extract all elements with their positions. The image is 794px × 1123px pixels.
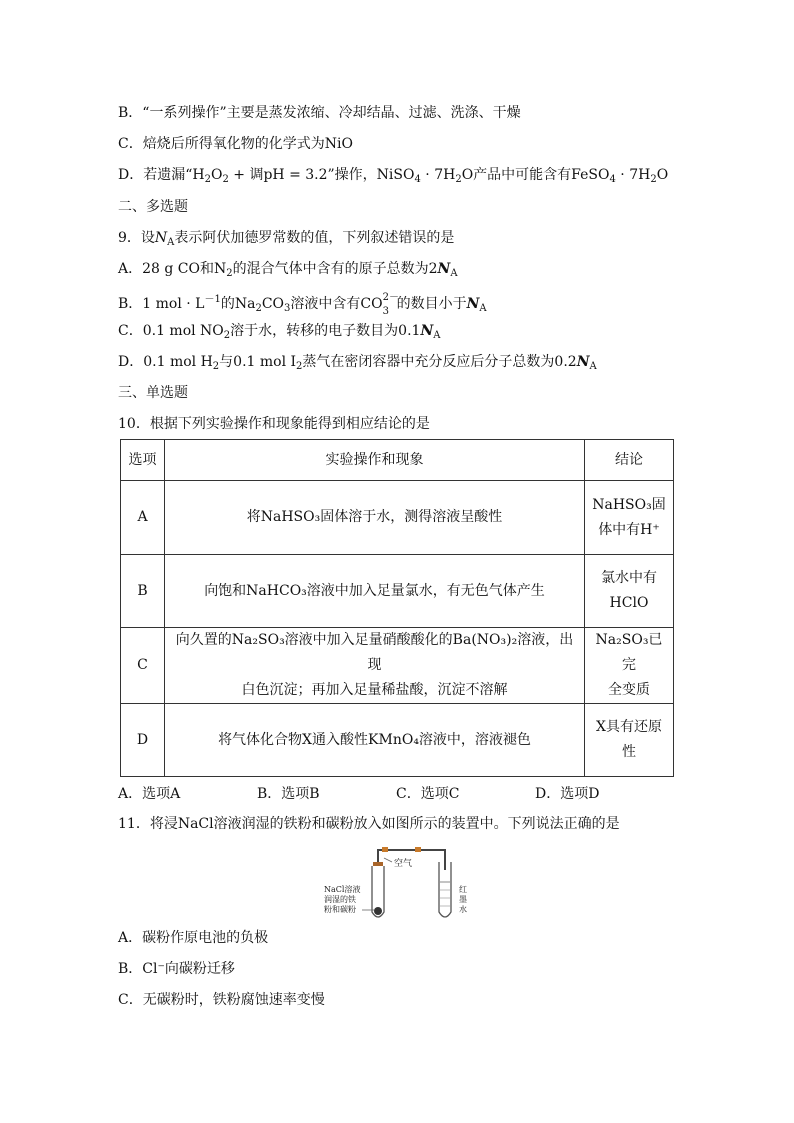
- row-option: D: [121, 704, 165, 777]
- table-row: [121, 628, 674, 704]
- row-operation: 将气体化合物X通入酸性KMnO₄溶液中，溶液褪色: [165, 704, 585, 777]
- label-right-1: 红: [459, 885, 467, 894]
- q11-stem: 11．将浸NaCl溶液润湿的铁粉和碳粉放入如图所示的装置中。下列说法正确的是: [118, 816, 620, 832]
- q9-option-b: B．1 mol · $L^{-1}$的$Na_2CO_3$溶液中含有CO 3 2－ 的数目小于$N_A$: [118, 292, 487, 317]
- q10-choice-a: A．选项A: [118, 786, 181, 802]
- apparatus-figure: [322, 842, 472, 922]
- header-conclusion: 结论: [585, 440, 674, 481]
- label-right-3: 水: [459, 905, 467, 914]
- row-conclusion: 氯水中有 HClO: [585, 555, 674, 628]
- iron-carbon-powder: [374, 907, 382, 915]
- rubber-joint: [415, 847, 421, 852]
- row-option: A: [121, 481, 165, 555]
- q8-option-d: D．若遗漏“$H_2O_2$ + 调pH = 3.2”操作，NiSO$_4$ · $7H_2O$产品中可能含有FeSO$_4$ · $7H_2O$: [118, 167, 669, 185]
- label-air: 空气: [394, 859, 413, 869]
- stopper: [373, 862, 383, 866]
- section-heading-single: 三、单选题: [118, 385, 188, 401]
- row-operation: 向久置的Na₂SO₃溶液中加入足量硝酸酸化的Ba(NO₃)₂溶液，出现 白色沉淀；再加入足量稀盐酸，沉淀不溶解: [165, 628, 585, 704]
- table-row: [121, 704, 674, 777]
- row-option: B: [121, 555, 165, 628]
- row-conclusion: X具有还原 性: [585, 704, 674, 777]
- q10-choice-c: C．选项C: [396, 786, 460, 802]
- q8-option-b: B．“一系列操作”主要是蒸发浓缩、冷却结晶、过滤、洗涤、干燥: [118, 105, 521, 121]
- q10-choices: [118, 783, 678, 803]
- q8-option-c: C．焙烧后所得氧化物的化学式为NiO: [118, 136, 353, 152]
- table-header-row: [121, 440, 674, 481]
- experiment-table: [120, 439, 674, 777]
- q9-option-c: C．0.1 mol $NO_2$溶于水，转移的电子数目为$0.1N_A$: [118, 323, 441, 341]
- table-row: [121, 555, 674, 628]
- q9-option-a: A．28 g CO和$N_2$的混合气体中含有的原子总数为$2N_A$: [118, 261, 458, 279]
- header-operation: 实验操作和现象: [165, 440, 585, 481]
- rubber-joint: [382, 847, 388, 852]
- row-option: C: [121, 628, 165, 704]
- q10-choice-b: B．选项B: [257, 786, 320, 802]
- row-operation: 向饱和NaHCO₃溶液中加入足量氯水，有无色气体产生: [165, 555, 585, 628]
- q10-stem: 10．根据下列实验操作和现象能得到相应结论的是: [118, 416, 430, 432]
- label-left-3: 粉和碳粉: [324, 905, 356, 914]
- label-left-2: 润湿的铁: [324, 895, 356, 904]
- q11-option-b: B．Cl⁻向碳粉迁移: [118, 961, 235, 977]
- row-conclusion: NaHSO₃固 体中有H⁺: [585, 481, 674, 555]
- leader-line: [384, 858, 392, 862]
- section-heading-multi: 二、多选题: [118, 199, 188, 215]
- q9-stem: 9．设$N_A$表示阿伏加德罗常数的值，下列叙述错误的是: [118, 230, 455, 248]
- q10-choice-d: D．选项D: [535, 786, 600, 802]
- label-right-2: 墨: [459, 895, 467, 904]
- q11-option-c: C．无碳粉时，铁粉腐蚀速率变慢: [118, 992, 325, 1008]
- q9-option-d: D．0.1 mol $H_2$与0.1 mol $I_2$蒸气在密闭容器中充分反应后分子总数为$0.2N_A$: [118, 354, 597, 372]
- label-left-1: NaCl溶液: [324, 885, 361, 894]
- header-option: 选项: [121, 440, 165, 481]
- q11-option-a: A．碳粉作原电池的负极: [118, 930, 269, 946]
- table-row: [121, 481, 674, 555]
- row-conclusion: Na₂SO₃已完 全变质: [585, 628, 674, 704]
- row-operation: 将NaHSO₃固体溶于水，测得溶液呈酸性: [165, 481, 585, 555]
